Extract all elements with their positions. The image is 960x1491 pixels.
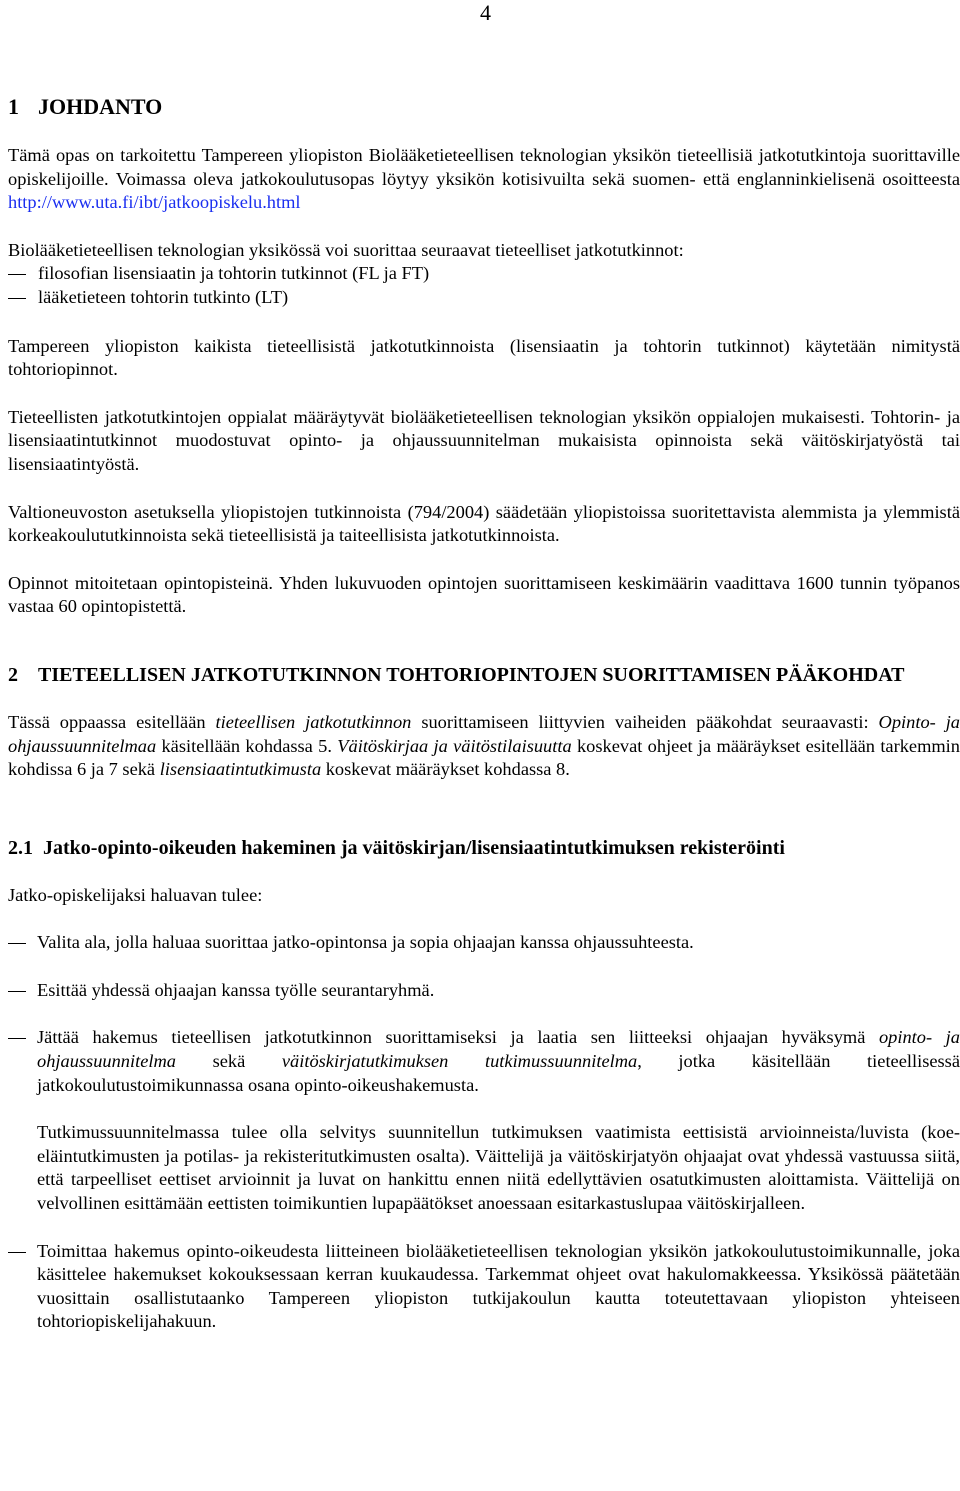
lead-paragraph: Jatko-opiskelijaksi haluavan tulee: — [8, 884, 263, 905]
intro-paragraph — [8, 144, 960, 215]
section-title: TIETEELLISEN JATKOTUTKINNON TOHTORIOPINTOJEN SUORITTAMISEN PÄÄKOHDAT — [38, 663, 905, 686]
degree-list — [8, 262, 960, 309]
section-2-1-heading — [8, 836, 960, 860]
item-text: Toimittaa hakemus opinto-oikeudesta liitteineen biolääketieteellisen teknologian yksikön jatkokoulutustoimikunnalle, joka käsittelee hakemukset kokouksessaan kerran kuukaudessa. Tarkemmat ohjeet ovat hakulomakkeessa. Yksikössä päätetään vuosittain osallistutaanko Tampereen yliopiston tutkijakoulun kautta toteutettavaan yliopiston yhteiseen tohtoriopiskelijahakuun. — [37, 1240, 960, 1332]
list-item: lääketieteen tohtorin tutkinto (LT) — [8, 286, 960, 310]
list-item — [8, 1026, 960, 1215]
list-item — [8, 1240, 960, 1334]
item-text: Esittää yhdessä ohjaajan kanssa työlle seurantaryhmä. — [37, 979, 435, 1000]
section-number: 2.1 — [8, 836, 33, 859]
text-run: Tässä oppaassa esitellään — [8, 711, 216, 732]
text-run: koskevat määräykset kohdassa 8. — [321, 759, 570, 780]
section-2-intro — [8, 711, 960, 782]
list-item — [8, 979, 960, 1003]
dash-bullet — [8, 991, 26, 992]
intro-text: Tämä opas on tarkoitettu Tampereen yliopiston Biolääketieteellisen teknologian yksikön tieteellisiä jatkotutkintoja suorittaville opiskelijoille. Voimassa oleva jatkokoulutusopas löytyy yksikön kotisivuilta sekä suomen- että englanninkielisenä osoitteesta — [8, 145, 960, 189]
document-body — [8, 94, 960, 1334]
requirements-list — [8, 931, 960, 1334]
list-item: filosofian lisensiaatin ja tohtorin tutkinnot (FL ja FT) — [8, 262, 960, 286]
page-number: 4 — [480, 0, 491, 25]
dash-bullet — [8, 1252, 26, 1253]
text-run: suorittamiseen liittyvien vaiheiden pääkohdat seuraavasti: — [411, 711, 879, 732]
text-run: Jättää hakemus tieteellisen jatkotutkinnon suorittamiseksi ja laatia sen liitteeksi ohjaajan hyväksymä — [37, 1027, 879, 1048]
section-title: Jatko-opinto-oikeuden hakeminen ja väitöskirjan/lisensiaatintutkimuksen rekisteröinti — [43, 836, 785, 859]
section-number: 2 — [8, 663, 18, 686]
section-1-heading — [8, 94, 960, 120]
italic-run: Väitöskirjaa ja väitöstilaisuutta — [337, 735, 572, 756]
section-number: 1 — [8, 94, 19, 119]
italic-run: tieteellisen jatkotutkinnon — [215, 711, 412, 732]
list-item — [8, 931, 960, 955]
item-text — [37, 1026, 960, 1097]
dash-bullet — [8, 1038, 26, 1039]
paragraph-opintopisteet: Opinnot mitoitetaan opintopisteinä. Yhden lukuvuoden opintojen suorittamiseen keskimäärin vaadittava 1600 tunnin työpanos vastaa 60 opintopistettä. — [8, 572, 960, 617]
text-run: sekä — [175, 1051, 282, 1072]
paragraph-oppialat: Tieteellisten jatkotutkintojen oppialat määräytyvät biolääketieteellisen teknologian yksikön oppialojen mukaisesti. Tohtorin- ja lisensiaatintutkinnot muodostuvat opinto- ja ohjaussuunnitelman mukaisista opinnoista sekä väitöskirjatyöstä tai lisensiaatintyöstä. — [8, 406, 960, 474]
item-text: Valita ala, jolla haluaa suorittaa jatko-opintonsa ja sopia ohjaajan kanssa ohjaussuhteesta. — [37, 932, 694, 953]
dash-bullet — [8, 943, 26, 944]
paragraph-asetus: Valtioneuvoston asetuksella yliopistojen tutkinnoista (794/2004) säädetään yliopistoissa suoritettavista alemmista ja ylemmistä korkeakoulututkinnoista sekä tieteellisistä ja taiteellisista jatkotutkinnoista. — [8, 501, 960, 546]
section-title: JOHDANTO — [38, 94, 163, 119]
degree-intro-paragraph: Biolääketieteellisen teknologian yksikössä voi suorittaa seuraavat tieteelliset jatkotutkinnot: — [8, 239, 684, 260]
jatko-opiskelu-link[interactable]: http://www.uta.fi/ibt/jatkoopiskelu.html — [8, 192, 301, 213]
italic-run: lisensiaatintutkimusta — [159, 759, 322, 780]
italic-run: opinto- ja ohjaussuunnitelma — [37, 1027, 960, 1072]
italic-run: Opinto- ja ohjaussuunnitelmaa — [8, 711, 960, 756]
paragraph-tohtoriopinnot: Tampereen yliopiston kaikista tieteellisistä jatkotutkinnoista (lisensiaatin ja tohtorin tutkinnot) käytetään nimitystä tohtoriopinnot. — [8, 335, 960, 380]
text-run: , jotka käsitellään tieteellisessä jatkokoulutustoimikunnassa osana opinto-oikeushakemusta. — [37, 1051, 960, 1095]
section-2-heading — [8, 663, 960, 687]
text-run: koskevat ohjeet ja määräykset esitellään tarkemmin kohdissa 6 ja 7 sekä — [8, 735, 960, 780]
ethics-paragraph: Tutkimussuunnitelmassa tulee olla selvitys suunnitellun tutkimuksen vaatimista eettisistä arvioinneista/luvista (koe-eläintutkimusten ja potilas- ja rekisteritutkimusten osalta). Väittelijä ja väitöskirjatyön ohjaajat ovat yhdessä vastuussa siitä, että tarpeelliset eettiset arvioinnit ja luvat on hankittu ennen niitä edellyttävien osatutkimusten aloittamista. Väittelijä on velvollinen esittämään eettisten toimikuntien lupapäätökset anoessaan esitarkastuslupaa väitöskirjalleen. — [37, 1122, 960, 1214]
italic-run: väitöskirjatutkimuksen tutkimussuunnitelma — [281, 1051, 638, 1072]
text-run: käsitellään kohdassa 5. — [156, 735, 338, 756]
